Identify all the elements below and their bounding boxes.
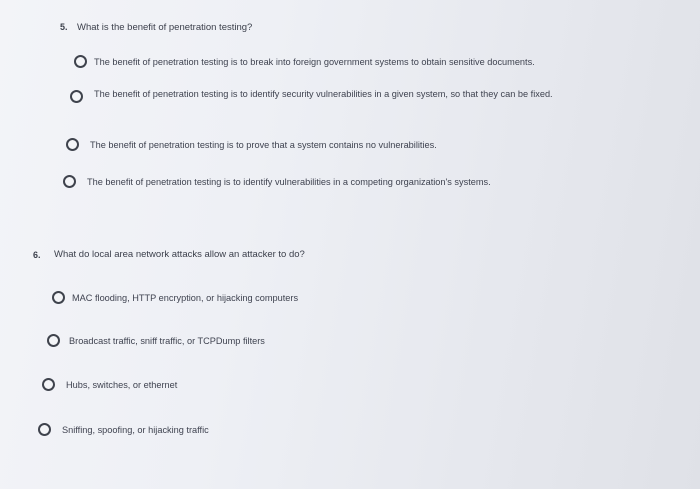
- question-5-option-c[interactable]: [66, 138, 676, 152]
- question-5-option-a[interactable]: [74, 55, 684, 69]
- radio-button[interactable]: [42, 378, 55, 391]
- question-5-option-b[interactable]: [70, 88, 680, 116]
- radio-button[interactable]: [70, 90, 83, 103]
- question-5-number: 5.: [60, 22, 68, 32]
- radio-button[interactable]: [63, 175, 76, 188]
- option-label: The benefit of penetration testing is to prove that a system contains no vulnerabilities.: [90, 140, 437, 150]
- radio-button[interactable]: [74, 55, 87, 68]
- option-label: The benefit of penetration testing is to identify vulnerabilities in a competing organization's systems.: [87, 177, 491, 187]
- question-5-text: What is the benefit of penetration testing?: [77, 22, 253, 33]
- option-label: The benefit of penetration testing is to identify security vulnerabilities in a given system, so that they can be fixed.: [94, 89, 553, 99]
- question-5-option-d[interactable]: [63, 175, 673, 189]
- option-label: The benefit of penetration testing is to break into foreign government systems to obtain sensitive documents.: [94, 57, 535, 67]
- radio-button[interactable]: [38, 423, 51, 436]
- question-6-option-a[interactable]: [52, 291, 452, 305]
- question-6-number: 6.: [33, 250, 41, 260]
- option-label: Broadcast traffic, sniff traffic, or TCPDump filters: [69, 336, 265, 346]
- radio-button[interactable]: [52, 291, 65, 304]
- option-label: Hubs, switches, or ethernet: [66, 380, 178, 390]
- question-6-option-c[interactable]: [42, 378, 442, 392]
- option-label: MAC flooding, HTTP encryption, or hijacking computers: [72, 293, 299, 303]
- option-label: Sniffing, spoofing, or hijacking traffic: [62, 425, 209, 435]
- radio-button[interactable]: [66, 138, 79, 151]
- question-6-option-b[interactable]: [47, 334, 447, 348]
- question-6-text: What do local area network attacks allow an attacker to do?: [54, 249, 305, 260]
- question-6-option-d[interactable]: [38, 423, 438, 437]
- radio-button[interactable]: [47, 334, 60, 347]
